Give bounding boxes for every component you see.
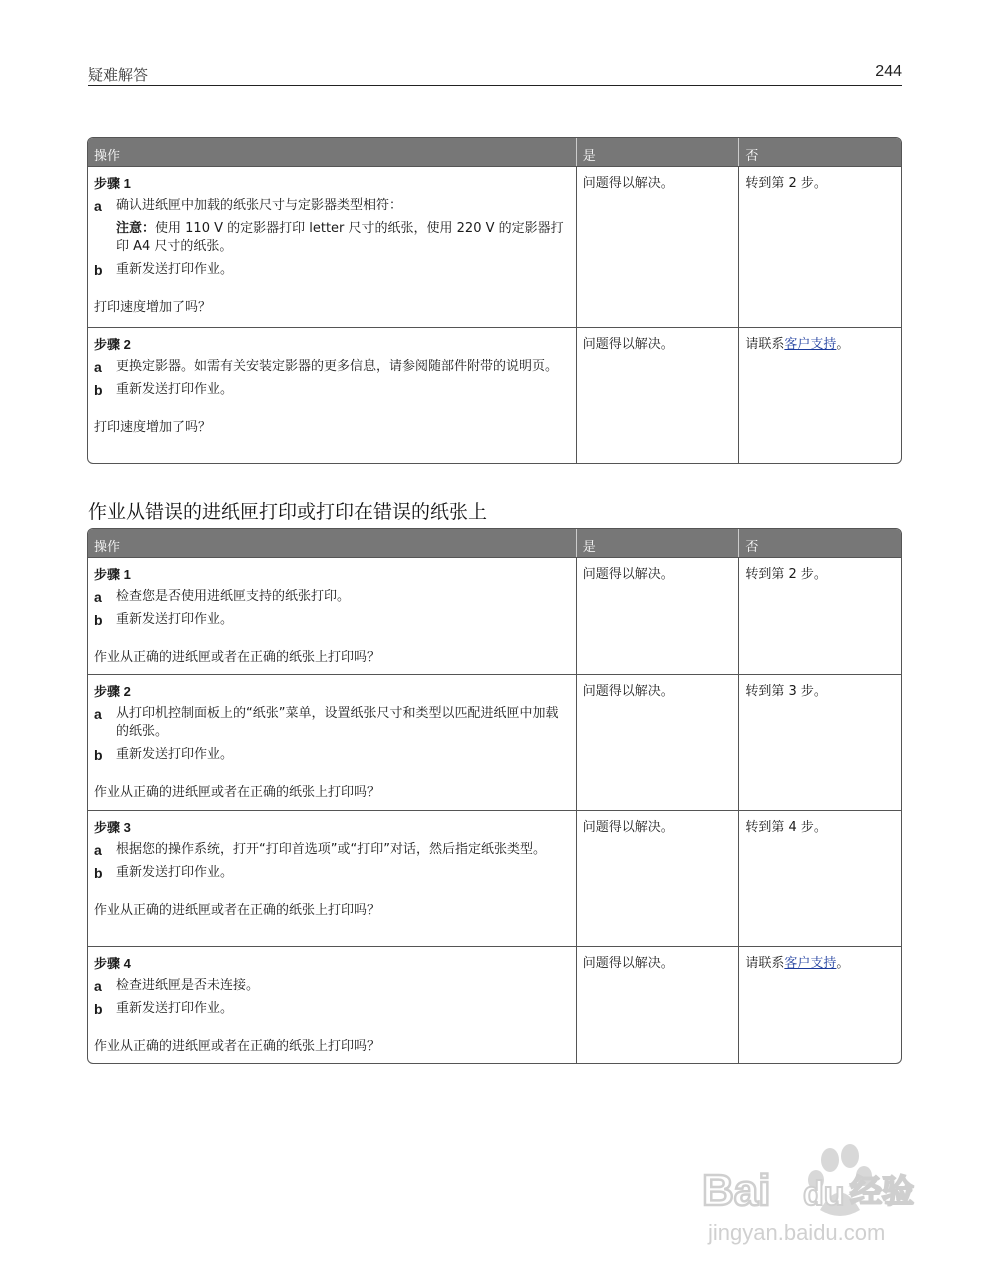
yes-cell: 问题得以解决。 [576,558,739,674]
step-item-b [94,746,570,764]
item-text: 重新发送打印作业。 [116,747,234,762]
question: 打印速度增加了吗？ [94,300,212,315]
item-text: 检查进纸匣是否未连接。 [116,978,260,993]
action-cell [88,167,576,327]
yes-cell: 问题得以解决。 [576,328,739,463]
yes-cell: 问题得以解决。 [576,811,739,946]
column-header-yes: 是 [576,529,739,557]
table-header [88,529,901,557]
header-title: 疑难解答 [88,66,149,84]
svg-text:经验: 经验 [850,1172,915,1210]
table-row [88,946,901,1063]
step-title: 步骤 3 [94,820,131,835]
question: 作业从正确的进纸匣或者在正确的纸张上打印吗？ [94,650,381,665]
step-item-a [94,197,570,215]
item-letter: a [94,198,102,214]
watermark-url: jingyan.baidu.com [708,1220,886,1245]
item-text: 重新发送打印作业。 [116,612,234,627]
note-label: 注意： [116,221,156,236]
no-prefix: 请联系 [745,956,785,971]
step-item-b [94,381,570,399]
step-item-b [94,611,570,629]
troubleshooting-table-2 [87,528,902,1064]
item-text: 检查您是否使用进纸匣支持的纸张打印。 [116,589,351,604]
no-cell [738,328,901,463]
column-header-action: 操作 [94,149,121,164]
customer-support-link[interactable]: 客户支持 [784,956,837,971]
step-item-a [94,705,570,741]
action-cell [88,328,576,463]
page-number: 244 [875,63,902,80]
table-row [88,166,901,327]
item-letter: b [94,612,103,628]
action-cell [88,675,576,810]
item-text: 重新发送打印作业。 [116,382,234,397]
item-letter: b [94,865,103,881]
item-text: 根据您的操作系统，打开“打印首选项”或“打印”对话，然后指定纸张类型。 [116,842,546,857]
question: 作业从正确的进纸匣或者在正确的纸张上打印吗？ [94,1039,381,1054]
action-cell [88,558,576,674]
column-header-action: 操作 [94,540,121,555]
svg-text:Bai: Bai [702,1166,771,1215]
item-letter: a [94,978,102,994]
note-text: 使用 110 V 的定影器打印 letter 尺寸的纸张，使用 220 V 的定影器打印 A4 尺寸的纸张。 [116,221,564,254]
no-cell: 转到第 4 步。 [738,811,901,946]
item-letter: b [94,747,103,763]
step-title: 步骤 2 [94,337,131,352]
step-item-a [94,588,570,606]
step-item-a [94,977,570,995]
table-row [88,327,901,463]
item-letter: a [94,706,102,722]
step-title: 步骤 1 [94,567,131,582]
item-text: 从打印机控制面板上的“纸张”菜单，设置纸张尺寸和类型以匹配进纸匣中加载的纸张。 [116,706,559,739]
step-title: 步骤 2 [94,684,131,699]
no-cell: 转到第 2 步。 [738,558,901,674]
no-cell: 转到第 2 步。 [738,167,901,327]
item-letter: a [94,842,102,858]
no-suffix: 。 [836,956,850,971]
step-item-b [94,261,570,279]
question: 打印速度增加了吗？ [94,420,212,435]
action-cell [88,947,576,1063]
column-header-no: 否 [738,529,901,557]
item-text: 确认进纸匣中加载的纸张尺寸与定影器类型相符： [116,198,403,213]
baidu-jingyan-watermark [700,1130,940,1250]
item-text: 更换定影器。如需有关安装定影器的更多信息，请参阅随部件附带的说明页。 [116,359,559,374]
yes-cell: 问题得以解决。 [576,947,739,1063]
column-header-yes: 是 [576,138,739,166]
item-letter: b [94,1001,103,1017]
customer-support-link[interactable]: 客户支持 [784,337,837,352]
page-header [88,64,902,86]
item-letter: a [94,589,102,605]
step-title: 步骤 4 [94,956,131,971]
troubleshooting-table-1 [87,137,902,464]
item-text: 重新发送打印作业。 [116,1001,234,1016]
no-cell: 转到第 3 步。 [738,675,901,810]
table-row [88,674,901,810]
svg-text:du: du [803,1175,845,1213]
step-item-b [94,864,570,882]
step-item-a [94,358,570,376]
no-prefix: 请联系 [745,337,785,352]
item-letter: b [94,262,103,278]
no-cell [738,947,901,1063]
yes-cell: 问题得以解决。 [576,167,739,327]
yes-cell: 问题得以解决。 [576,675,739,810]
question: 作业从正确的进纸匣或者在正确的纸张上打印吗？ [94,903,381,918]
item-letter: b [94,382,103,398]
table-header [88,138,901,166]
no-suffix: 。 [836,337,850,352]
column-header-no: 否 [738,138,901,166]
item-letter: a [94,359,102,375]
step-title: 步骤 1 [94,176,131,191]
table-row [88,810,901,946]
item-text: 重新发送打印作业。 [116,262,234,277]
action-cell [88,811,576,946]
section-title: 作业从错误的进纸匣打印或打印在错误的纸张上 [88,501,488,523]
question: 作业从正确的进纸匣或者在正确的纸张上打印吗？ [94,785,381,800]
item-text: 重新发送打印作业。 [116,865,234,880]
step-item-b [94,1000,570,1018]
note [94,220,570,256]
table-row [88,557,901,674]
step-item-a [94,841,570,859]
